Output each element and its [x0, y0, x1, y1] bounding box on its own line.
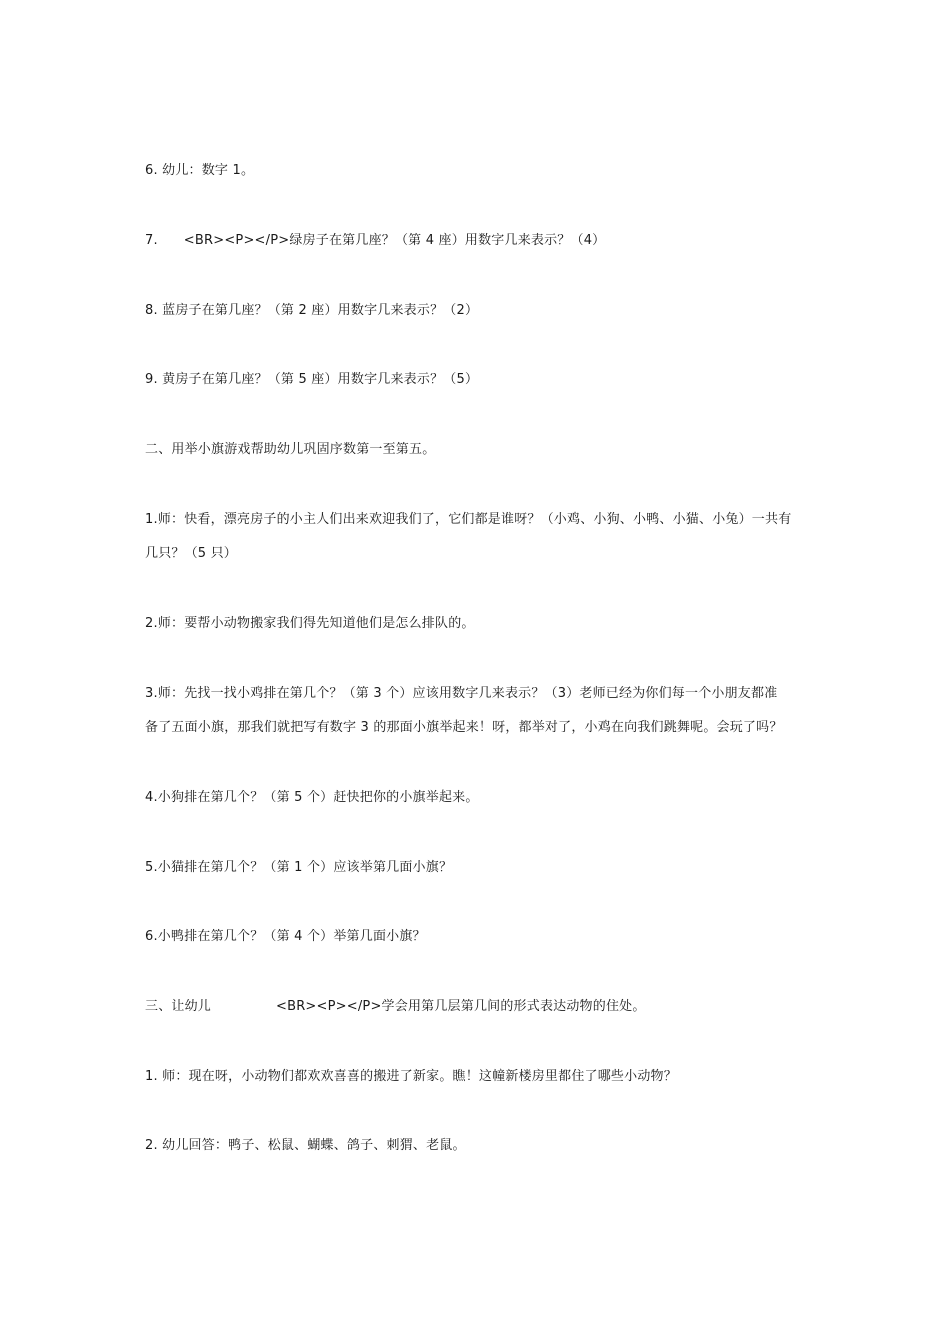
section-2-item-6: 6.小鸭排在第几个？（第 4 个）举第几面小旗？: [145, 929, 426, 944]
section-3-item-1: 1. 师：现在呀，小动物们都欢欢喜喜的搬进了新家。瞧！这幢新楼房里都住了哪些小动物？: [145, 1069, 677, 1084]
section-2-item-5: 5.小猫排在第几个？（第 1 个）应该举第几面小旗？: [145, 860, 453, 875]
section-3-item-2: 2. 幼儿回答：鸭子、松鼠、蝴蝶、鸽子、刺猬、老鼠。: [145, 1138, 466, 1153]
line-6-child-answer: 6. 幼儿：数字 1。: [145, 163, 255, 178]
section-2-heading: 二、用举小旗游戏帮助幼儿巩固序数第一至第五。: [145, 442, 436, 457]
line-7-green-house: 7. <BR><P></P>绿房子在第几座？（第 4 座）用数字几来表示？（4）: [145, 233, 606, 248]
section-3-heading: 三、让幼儿 <BR><P></P>学会用第几层第几间的形式表达动物的住处。: [145, 999, 646, 1014]
section-2-item-3-cont: 备了五面小旗，那我们就把写有数字 3 的那面小旗举起来！呀，都举对了，小鸡在向我们跳舞呢。会玩了吗？: [145, 720, 783, 735]
line-9-yellow-house: 9. 黄房子在第几座？（第 5 座）用数字几来表示？（5）: [145, 372, 479, 387]
section-2-item-3: 3.师：先找一找小鸡排在第几个？（第 3 个）应该用数字几来表示？（3）老师已经为你们每一个小朋友都准: [145, 686, 778, 701]
section-2-item-2: 2.师：要帮小动物搬家我们得先知道他们是怎么排队的。: [145, 616, 475, 631]
section-2-item-1-cont: 几只？（5 只）: [145, 546, 238, 561]
section-2-item-1: 1.师：快看，漂亮房子的小主人们出来欢迎我们了，它们都是谁呀？（小鸡、小狗、小鸭、小猫、小兔）一共有: [145, 512, 792, 527]
section-2-item-4: 4.小狗排在第几个？（第 5 个）赶快把你的小旗举起来。: [145, 790, 479, 805]
line-8-blue-house: 8. 蓝房子在第几座？（第 2 座）用数字几来表示？（2）: [145, 303, 479, 318]
